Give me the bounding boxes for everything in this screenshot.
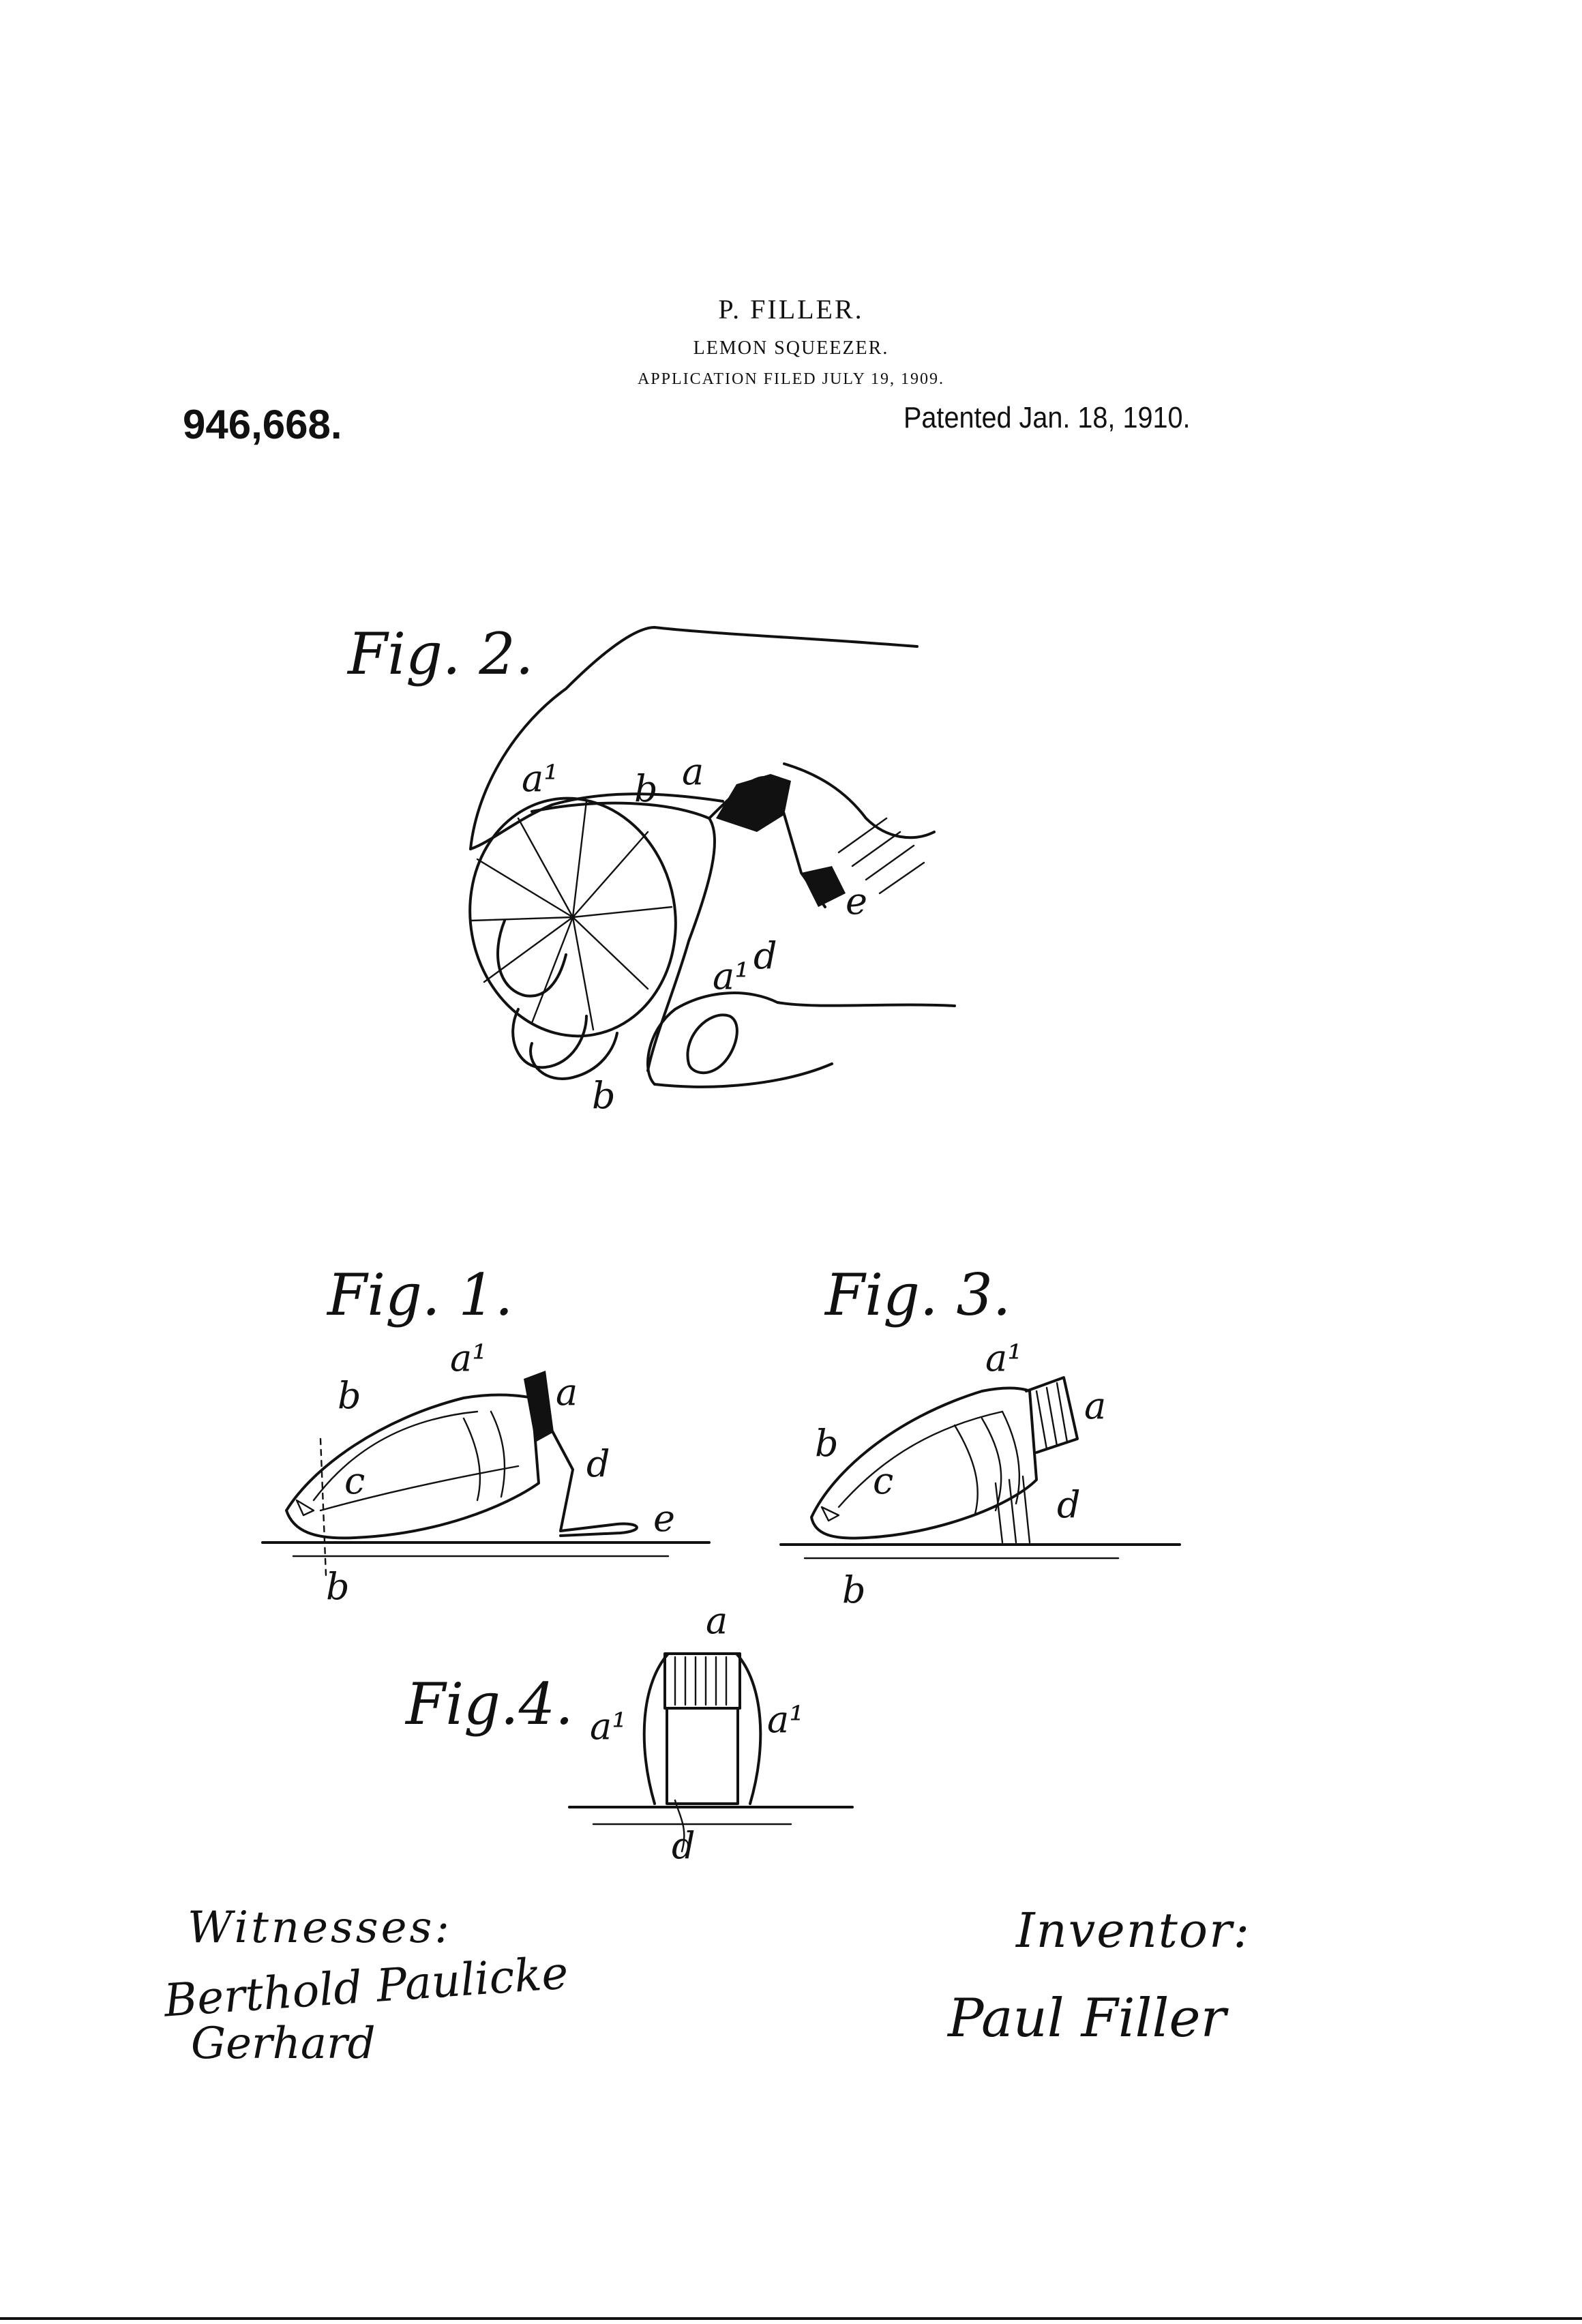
finger-lower-3: [531, 1033, 617, 1079]
ref-e-fig1: e: [653, 1497, 675, 1540]
ref-a1-fig3: a¹: [985, 1337, 1022, 1380]
ref-b-fig3-bottom: b: [842, 1568, 866, 1611]
fig-1-point-c: [297, 1500, 314, 1515]
ref-a1-fig1: a¹: [450, 1337, 487, 1380]
ref-b-fig2-top: b: [634, 767, 658, 810]
application-filed-line: APPLICATION FILED JULY 19, 1909.: [637, 370, 945, 388]
ref-b-fig1-top: b: [338, 1374, 361, 1417]
inventor-name: P. FILLER.: [718, 294, 864, 325]
fig-2-label: Fig. 2.: [348, 621, 534, 687]
ref-a1-fig2-top: a¹: [522, 757, 558, 800]
ref-a-fig4: a: [706, 1599, 728, 1642]
fig-4-shell-a1: [644, 1654, 761, 1804]
witnesses-label: Witnesses:: [188, 1903, 452, 1953]
inventor-signature: Paul Filler: [948, 1988, 1226, 2049]
fig-3-collar-hatching: [1036, 1383, 1067, 1449]
ref-d-fig2: d: [753, 934, 777, 977]
ref-d-fig4: d: [672, 1824, 696, 1867]
fig-1-section-line-b: [320, 1439, 326, 1575]
knuckle-outline: [784, 764, 934, 837]
ref-b-fig1-bottom: b: [326, 1565, 350, 1608]
witness-2-signature: Gerhard: [191, 2018, 376, 2069]
inventor-label: Inventor:: [1016, 1903, 1251, 1958]
hand-top-outline: [471, 627, 917, 849]
ref-a1-fig4-left: a¹: [590, 1705, 627, 1748]
fig-4-collar-a: [665, 1654, 740, 1708]
hook-e: [801, 866, 846, 907]
ref-a1-fig4-right: a¹: [767, 1698, 804, 1741]
ref-b-fig2-bottom: b: [592, 1074, 616, 1117]
thumb-lower-edge: [655, 1064, 832, 1087]
fig-3-point-c: [822, 1507, 839, 1521]
ref-d-fig3: d: [1057, 1483, 1081, 1526]
patent-number: 946,668.: [183, 402, 342, 447]
invention-title: LEMON SQUEEZER.: [693, 338, 889, 359]
fig-1-drawing: [263, 1337, 709, 1608]
ref-b-fig3-top: b: [815, 1422, 839, 1465]
ref-e-fig2: e: [846, 880, 867, 923]
ref-a1-fig2-bottom: a¹: [713, 955, 749, 998]
patent-date: Patented Jan. 18, 1910.: [904, 401, 1191, 434]
fig-3-shell: [811, 1388, 1036, 1538]
ref-c-fig3: c: [873, 1459, 894, 1502]
fig-2-drawing: [451, 627, 955, 1117]
ref-a-fig2: a: [682, 750, 704, 793]
fig-3-label: Fig. 3.: [825, 1262, 1011, 1328]
fig-4-label: Fig.4.: [406, 1671, 573, 1738]
fig-4-collar-hatching: [675, 1657, 726, 1705]
fig-1-label: Fig. 1.: [327, 1262, 513, 1328]
fig-4-body: [667, 1708, 738, 1804]
fig-3-shell-shading: [839, 1412, 1019, 1514]
fig-1-collar-a: [524, 1371, 554, 1442]
finger-lower-1: [498, 921, 566, 996]
fig-3-drawing: [781, 1337, 1180, 1611]
squeezer-shell: [532, 803, 715, 1071]
ref-a-fig3: a: [1084, 1384, 1107, 1427]
thumbnail: [687, 1015, 736, 1073]
bottom-rule: [0, 2317, 1582, 2320]
ref-d-fig1: d: [586, 1442, 610, 1485]
ref-c-fig1: c: [344, 1459, 365, 1502]
ref-a-fig1: a: [556, 1371, 578, 1414]
witness-1-signature: Berthold Paulicke: [162, 1946, 570, 2027]
fig-4-drawing: [569, 1599, 852, 1867]
